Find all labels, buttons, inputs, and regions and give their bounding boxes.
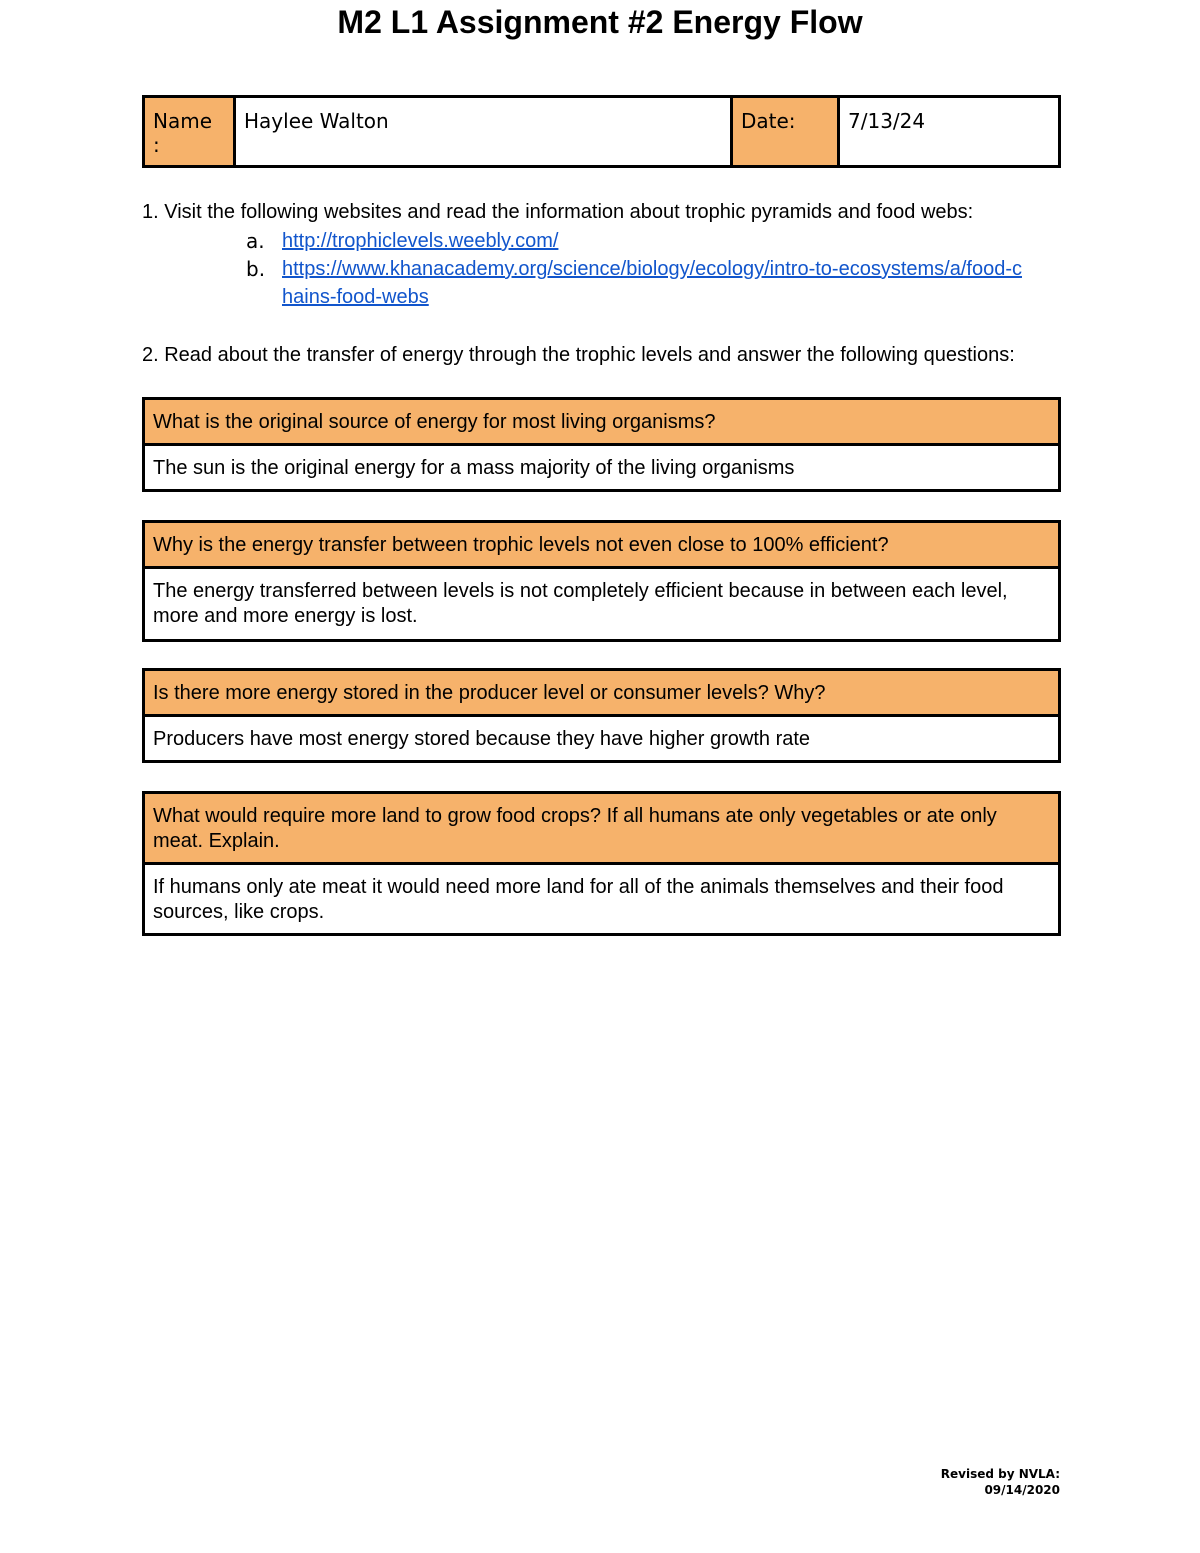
student-info-table (142, 95, 1061, 168)
date-label: Date: (732, 97, 839, 167)
name-label: Name : (144, 97, 235, 167)
revision-footer: Revised by NVLA: 09/14/2020 (940, 1467, 1060, 1497)
question-1: What is the original source of energy for most living organisms? (145, 400, 1058, 446)
page-title: M2 L1 Assignment #2 Energy Flow (337, 4, 863, 40)
qa-box-3 (142, 668, 1061, 763)
list-item (246, 227, 1046, 255)
list-marker: b. (246, 257, 266, 281)
qa-box-1 (142, 397, 1061, 492)
qa-box-4 (142, 791, 1061, 936)
list-item (246, 255, 1046, 311)
answer-2[interactable]: The energy transferred between levels is not completely efficient because in between each level, more and more energy is lost. (145, 569, 1058, 639)
question-4: What would require more land to grow food crops? If all humans ate only vegetables or ate only meat. Explain. (145, 794, 1058, 865)
trophic-levels-link[interactable]: http://trophiclevels.weebly.com/ (282, 230, 559, 252)
qa-box-2 (142, 520, 1061, 642)
answer-4[interactable]: If humans only ate meat it would need more land for all of the animals themselves and their food sources, like crops. (145, 865, 1058, 933)
website-list (246, 227, 1046, 311)
answer-1[interactable]: The sun is the original energy for a mass majority of the living organisms (145, 446, 1058, 489)
name-value[interactable]: Haylee Walton (235, 97, 732, 167)
khan-academy-link[interactable]: https://www.khanacademy.org/science/biology/ecology/intro-to-ecosystems/a/food-chains-food-webs (282, 258, 1022, 308)
instruction-1: 1. Visit the following websites and read the information about trophic pyramids and food webs: (142, 201, 974, 223)
instruction-2: 2. Read about the transfer of energy through the trophic levels and answer the following questions: (142, 344, 1015, 366)
answer-3[interactable]: Producers have most energy stored because they have higher growth rate (145, 717, 1058, 760)
question-2: Why is the energy transfer between trophic levels not even close to 100% efficient? (145, 523, 1058, 569)
date-value[interactable]: 7/13/24 (839, 97, 1060, 167)
list-marker: a. (246, 229, 265, 253)
question-3: Is there more energy stored in the producer level or consumer levels? Why? (145, 671, 1058, 717)
